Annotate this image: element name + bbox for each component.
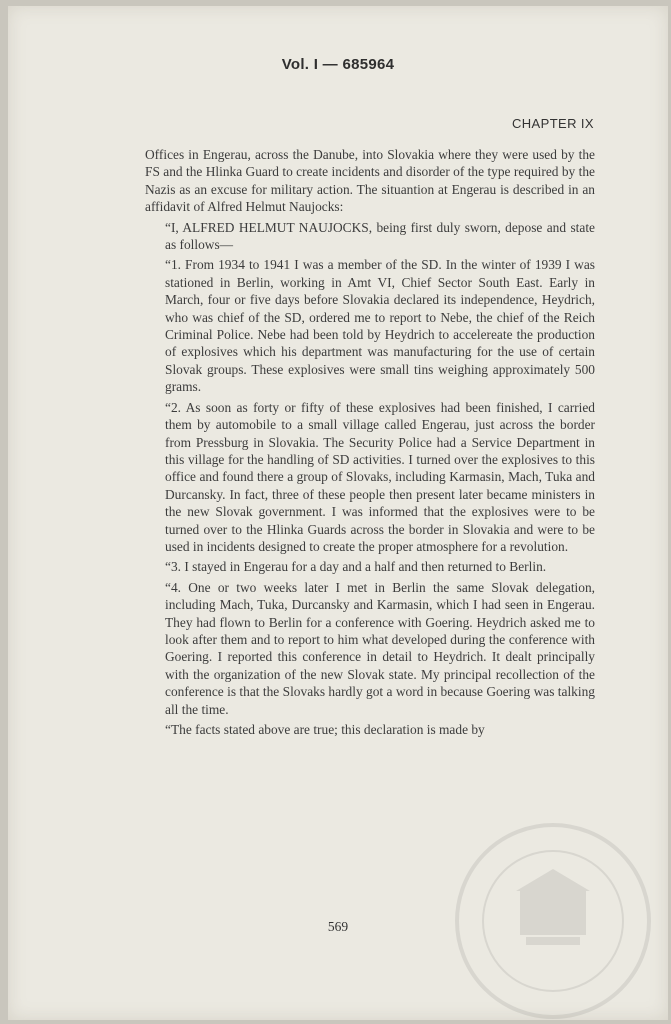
page-number: 569 [327, 919, 349, 934]
paragraph-1: “1. From 1934 to 1941 I was a member of the SD. In the winter of 1939 I was stationed in Berlin, working in Amt VI, Chief Sector South East. Early in March, four or five days before Slovakia declared its independence, Heydrich, who was chief of the SD, ordered me to report to Nebe, the chief of the Reich Criminal Police. Nebe had been told by Heydrich to accelereate the production of explosives which his department was manufacturing for the use of certain Slovak groups. These explosives were small tins weighing approximately 500 grams. [165, 257, 595, 395]
paragraph-3: “3. I stayed in Engerau for a day and a half and then returned to Berlin. [165, 559, 547, 575]
university-seal-watermark-icon [448, 821, 658, 1021]
body-text [145, 146, 595, 741]
paragraph-intro: Offices in Engerau, across the Danube, into Slovakia where they were used by the FS and the Hlinka Guard to create incidents and disorder of the type required by the Nazis as an excuse for military action. The situantion at Engerau is described in an affidavit of Alfred Helmut Naujocks: [145, 147, 595, 215]
chapter-heading: CHAPTER IX [511, 116, 594, 131]
paragraph-2: “2. As soon as forty or fifty of these explosives had been finished, I carried them by automobile to a small village called Engerau, just across the border from Pressburg in Slovakia. The Security Police had a Service Department in this village for the handling of SD activities. I turned over the explosives to this office and found there a group of Slovaks, including Karmasin, Mach, Tuka and Durcansky. In fact, three of these people then present later became ministers in the new Slovak government. I was informed that the explosives were to be turned over to the Hlinka Guards across the border in Slovakia and were to be used in incidents designed to create the proper atmosphere for a revolution. [165, 399, 595, 554]
paragraph-closing: “The facts stated above are true; this declaration is made by [165, 722, 485, 737]
volume-header: Vol. I — 685964 [281, 56, 395, 73]
paragraph-4: “4. One or two weeks later I met in Berlin the same Slovak delegation, including Mach, Tuka, Durcansky and Karmasin, which I had seen in Engerau. They had flown to Berlin for a conference with Goering. Heydrich asked me to look after them and to report to him what developed during the conference with Goering. I reported this conference in detail to Heydrich. It dealt principally with the organization of the new Slovak state. My principal recollection of the conference is that the Slovaks hardly got a word in because Goering was talking all the time. [165, 579, 595, 717]
paragraph-oath: “I, ALFRED HELMUT NAUJOCKS, being first duly sworn, depose and state as follows— [165, 219, 595, 253]
document-page [8, 6, 668, 1020]
